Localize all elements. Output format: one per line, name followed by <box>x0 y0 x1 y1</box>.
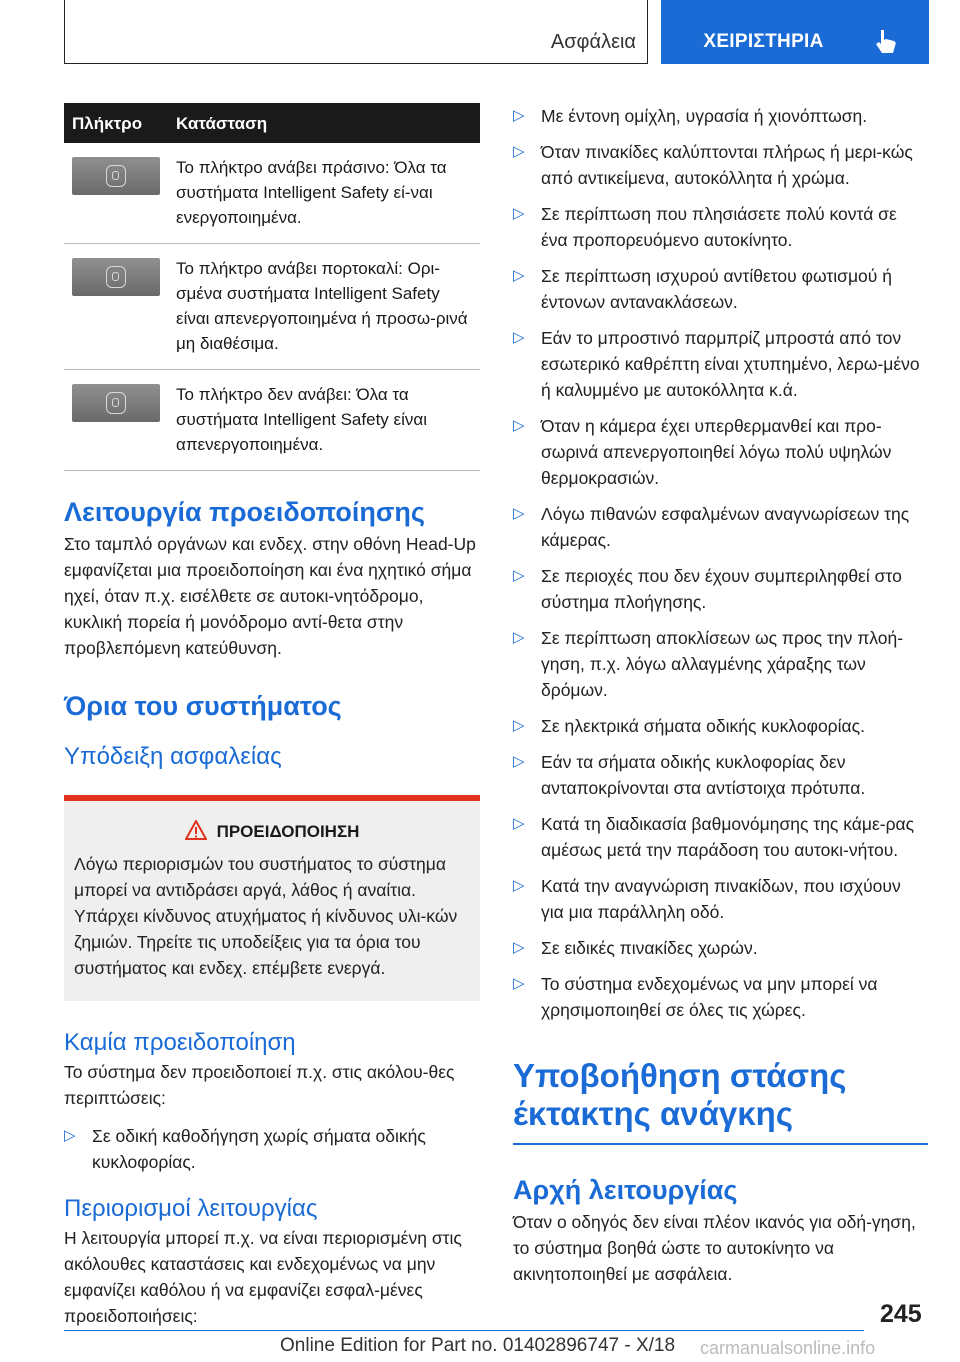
safety-button-icon <box>72 258 160 296</box>
left-column <box>64 103 480 1329</box>
no-warning-heading: Καμία προειδοποίηση <box>64 1029 296 1056</box>
list-item: ▷ Σε περίπτωση ισχυρού αντίθετου φωτισμού ή έντονων αντανακλάσεων. <box>513 263 928 315</box>
list-item: ▷ Όταν πινακίδες καλύπτονται πλήρως ή μερι-κώς από αντικείμενα, αυτοκόλλητα ή χρώμα. <box>513 139 928 191</box>
edition-text: Online Edition for Part no. 01402896747 - X/18 <box>280 1335 676 1356</box>
list-item: ▷ Κατά την αναγνώριση πινακίδων, που ισχύουν για μια παράλληλη οδό. <box>513 873 928 925</box>
safety-button-icon <box>72 384 160 422</box>
state-cell: Το πλήκτρο ανάβει πορτοκαλί: Ορι-σμένα συστήματα Intelligent Safety είναι απενεργοποιημένα ή προσω-ρινά μη διαθέσιμα. <box>168 244 480 370</box>
warning-triangle-icon <box>185 820 207 840</box>
right-column <box>513 103 928 1287</box>
table-row <box>64 244 480 370</box>
heading-divider <box>513 1143 928 1145</box>
column-header-key: Πλήκτρο <box>64 103 168 143</box>
system-limits-heading: Όρια του συστήματος <box>64 691 342 721</box>
hand-pointer-icon <box>874 28 898 54</box>
section-title: Ασφάλεια <box>550 31 636 53</box>
key-cell <box>64 143 168 244</box>
principle-text: Όταν ο οδηγός δεν είναι πλέον ικανός για οδή-γηση, το σύστημα βοηθά ώστε το αυτοκίνητο να ακινητοποιηθεί με ασφάλεια. <box>513 1212 916 1284</box>
table-row <box>64 370 480 471</box>
chapter-tab[interactable] <box>661 0 929 64</box>
list-item: ▷ Σε περίπτωση που πλησιάσετε πολύ κοντά σε ένα προπορευόμενο αυτοκίνητο. <box>513 201 928 253</box>
list-item: ▷ Όταν η κάμερα έχει υπερθερμανθεί και προ-σωρινά απενεργοποιηθεί λόγω πολύ υψηλών θερμοκρασιών. <box>513 413 928 491</box>
warning-label: ΠΡΟΕΙΔΟΠΟΙΗΣΗ <box>216 822 360 841</box>
column-header-state: Κατάσταση <box>168 103 480 143</box>
footer-divider <box>64 1330 864 1331</box>
watermark: carmanualsonline.info <box>700 1338 876 1358</box>
key-cell <box>64 370 168 471</box>
emergency-stop-heading: Υποβοήθηση στάσης έκτακτης ανάγκης <box>513 1057 847 1132</box>
list-item: ▷ Λόγω πιθανών εσφαλμένων αναγνωρίσεων της κάμερας. <box>513 501 928 553</box>
warning-header <box>74 819 470 845</box>
table-header-row <box>64 103 480 143</box>
list-item: ▷ Σε περίπτωση αποκλίσεων ως προς την πλοή-γηση, π.χ. λόγω αλλαγμένης χάραξης των δρόμων. <box>513 625 928 703</box>
table-row <box>64 143 480 244</box>
warning-function-heading: Λειτουργία προειδοποίησης <box>64 497 425 527</box>
key-cell <box>64 244 168 370</box>
warning-text: Λόγω περιορισμών του συστήματος το σύστημα μπορεί να αντιδράσει αργά, λάθος ή αναίτια. Υπάρχει κίνδυνος ατυχήματος ή κίνδυνος υλι-κών ζημιών. Τηρείτε τις υποδείξεις για τα όρια του συστήματος και ενδεχ. επέμβετε ενεργά. <box>74 854 458 978</box>
warning-function-text: Στο ταμπλό οργάνων και ενδεχ. στην οθόνη Head-Up εμφανίζεται μια προειδοποίηση και ένα ηχητικό σήμα ηχεί, όταν π.χ. εισέλθετε σε αυτοκι-νητόδρομο, κυκλική πορεία ή μονόδρομο αντί-θετα στην προβλεπόμενη κατεύθυνση. <box>64 534 476 658</box>
safety-note-heading: Υπόδειξη ασφαλείας <box>64 743 282 770</box>
list-item: ▷ Σε ειδικές πινακίδες χωρών. <box>513 935 928 961</box>
no-warning-list <box>64 1123 480 1175</box>
function-limits-list <box>513 103 928 1023</box>
key-state-table <box>64 103 480 471</box>
list-item: ▷ Σε ηλεκτρικά σήματα οδικής κυκλοφορίας. <box>513 713 928 739</box>
safety-button-icon <box>72 157 160 195</box>
state-cell: Το πλήκτρο δεν ανάβει: Όλα τα συστήματα Intelligent Safety είναι απενεργοποιημένα. <box>168 370 480 471</box>
list-item: ▷ Εάν το μπροστινό παρμπρίζ μπροστά από τον εσωτερικό καθρέπτη είναι χτυπημένο, λερω-μένο ή καλυμμένο με αυτοκόλλητα κ.ά. <box>513 325 928 403</box>
list-item: ▷ Κατά τη διαδικασία βαθμονόμησης της κάμε-ρας αμέσως μετά την παράδοση του αυτοκι-νήτου. <box>513 811 928 863</box>
no-warning-text: Το σύστημα δεν προειδοποιεί π.χ. στις ακόλου-θες περιπτώσεις: <box>64 1062 455 1108</box>
list-item: ▷ Εάν τα σήματα οδικής κυκλοφορίας δεν ανταποκρίνονται στα αντίστοιχα πρότυπα. <box>513 749 928 801</box>
principle-heading: Αρχή λειτουργίας <box>513 1175 738 1205</box>
page-number: 245 <box>880 1300 922 1328</box>
list-item: ▷ Σε περιοχές που δεν έχουν συμπεριληφθεί στο σύστημα πλοήγησης. <box>513 563 928 615</box>
list-item: ▷ Σε οδική καθοδήγηση χωρίς σήματα οδικής κυκλοφορίας. <box>64 1123 480 1175</box>
list-item: ▷ Το σύστημα ενδεχομένως να μην μπορεί να χρησιμοποιηθεί σε όλες τις χώρες. <box>513 971 928 1023</box>
function-limits-heading: Περιορισμοί λειτουργίας <box>64 1195 318 1222</box>
function-limits-text: Η λειτουργία μπορεί π.χ. να είναι περιορισμένη στις ακόλουθες καταστάσεις και ενδεχομένως να μην εμφανίζει καθόλου ή να εμφανίζει εσφαλ-μένες προειδοποιήσεις: <box>64 1228 462 1326</box>
state-cell: Το πλήκτρο ανάβει πράσινο: Όλα τα συστήματα Intelligent Safety εί-ναι ενεργοποιημένα. <box>168 143 480 244</box>
list-item: ▷ Με έντονη ομίχλη, υγρασία ή χιονόπτωση. <box>513 103 928 129</box>
chapter-title: ΧΕΙΡΙΣΤΗΡΙΑ <box>703 31 824 52</box>
warning-box <box>64 795 480 1001</box>
